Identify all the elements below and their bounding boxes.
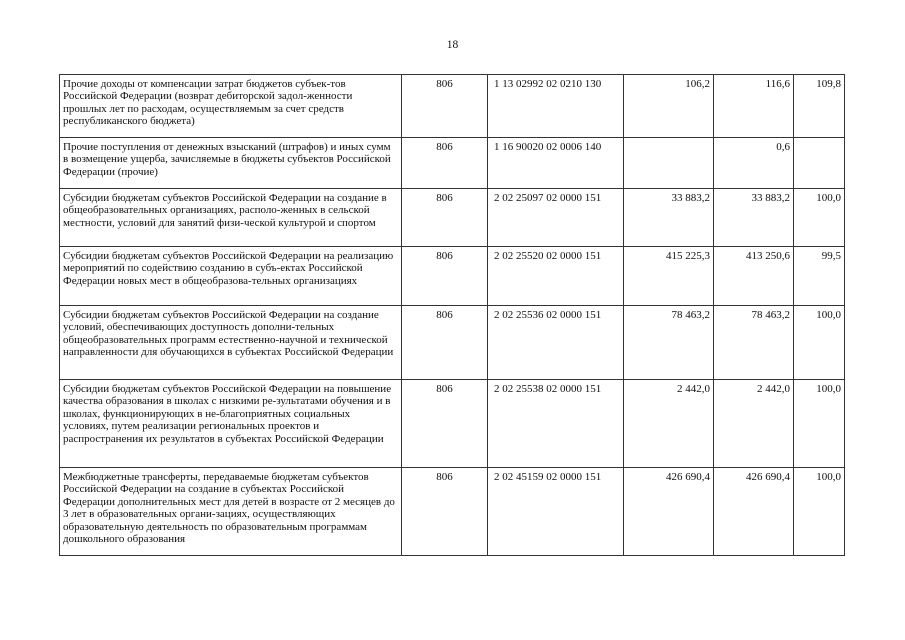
row-admin-code: 806 [402, 75, 488, 138]
row-percent: 100,0 [794, 306, 845, 380]
row-fact-amount: 413 250,6 [714, 247, 794, 306]
row-percent: 100,0 [794, 380, 845, 468]
row-percent: 109,8 [794, 75, 845, 138]
row-admin-code: 806 [402, 247, 488, 306]
row-fact-amount: 116,6 [714, 75, 794, 138]
row-description: Субсидии бюджетам субъектов Российской Федерации на повышение качества образования в школах с низкими ре-зультатами обучения и в школах, функционирующих в не-благоприятных социальных условиях, путем реализации региональных проектов и распространения их результатов в субъектах Российской Федерации [60, 380, 402, 468]
row-fact-amount: 2 442,0 [714, 380, 794, 468]
row-percent: 100,0 [794, 468, 845, 556]
row-budget-code: 2 02 25097 02 0000 151 [488, 189, 624, 247]
row-fact-amount: 78 463,2 [714, 306, 794, 380]
row-description: Межбюджетные трансферты, передаваемые бюджетам субъектов Российской Федерации на создание в субъектах Российской Федерации дополнительных мест для детей в возрасте от 2 месяцев до 3 лет в образовательных органи-зациях, осуществляющих образовательную деятельность по образовательным программам дошкольного образования [60, 468, 402, 556]
table-row [60, 75, 845, 138]
row-description: Субсидии бюджетам субъектов Российской Федерации на создание условий, обеспечивающих доступность дополни-тельных общеобразовательных программ естественно-научной и технической направленности для обучающихся в субъектах Российской Федерации [60, 306, 402, 380]
row-admin-code: 806 [402, 468, 488, 556]
row-percent: 99,5 [794, 247, 845, 306]
row-fact-amount: 0,6 [714, 138, 794, 189]
row-budget-code: 1 16 90020 02 0006 140 [488, 138, 624, 189]
table-row [60, 380, 845, 468]
table-row [60, 468, 845, 556]
budget-revenue-table [59, 74, 845, 556]
row-plan-amount: 33 883,2 [624, 189, 714, 247]
row-description: Субсидии бюджетам субъектов Российской Федерации на создание в общеобразовательных организациях, располо-женных в сельской местности, условий для занятий физи-ческой культурой и спортом [60, 189, 402, 247]
row-plan-amount: 78 463,2 [624, 306, 714, 380]
row-description: Прочие поступления от денежных взысканий (штрафов) и иных сумм в возмещение ущерба, зачисляемые в бюджеты субъектов Российской Федерации (прочие) [60, 138, 402, 189]
table-row [60, 189, 845, 247]
row-description: Субсидии бюджетам субъектов Российской Федерации на реализацию мероприятий по содействию созданию в субъ-ектах Российской Федерации новых мест в общеобразова-тельных организациях [60, 247, 402, 306]
row-fact-amount: 33 883,2 [714, 189, 794, 247]
row-plan-amount [624, 138, 714, 189]
table-row [60, 306, 845, 380]
row-plan-amount: 415 225,3 [624, 247, 714, 306]
row-percent: 100,0 [794, 189, 845, 247]
row-budget-code: 2 02 25538 02 0000 151 [488, 380, 624, 468]
row-budget-code: 2 02 25520 02 0000 151 [488, 247, 624, 306]
row-admin-code: 806 [402, 138, 488, 189]
row-budget-code: 2 02 45159 02 0000 151 [488, 468, 624, 556]
row-budget-code: 2 02 25536 02 0000 151 [488, 306, 624, 380]
row-admin-code: 806 [402, 189, 488, 247]
row-budget-code: 1 13 02992 02 0210 130 [488, 75, 624, 138]
row-description: Прочие доходы от компенсации затрат бюджетов субъек-тов Российской Федерации (возврат дебиторской задол-женности прошлых лет по расходам, осуществляемым за счет средств республиканского бюджета) [60, 75, 402, 138]
row-plan-amount: 2 442,0 [624, 380, 714, 468]
table-row [60, 247, 845, 306]
row-percent [794, 138, 845, 189]
row-fact-amount: 426 690,4 [714, 468, 794, 556]
row-admin-code: 806 [402, 380, 488, 468]
row-plan-amount: 106,2 [624, 75, 714, 138]
row-plan-amount: 426 690,4 [624, 468, 714, 556]
row-admin-code: 806 [402, 306, 488, 380]
table-row [60, 138, 845, 189]
page-number: 18 [446, 39, 459, 51]
